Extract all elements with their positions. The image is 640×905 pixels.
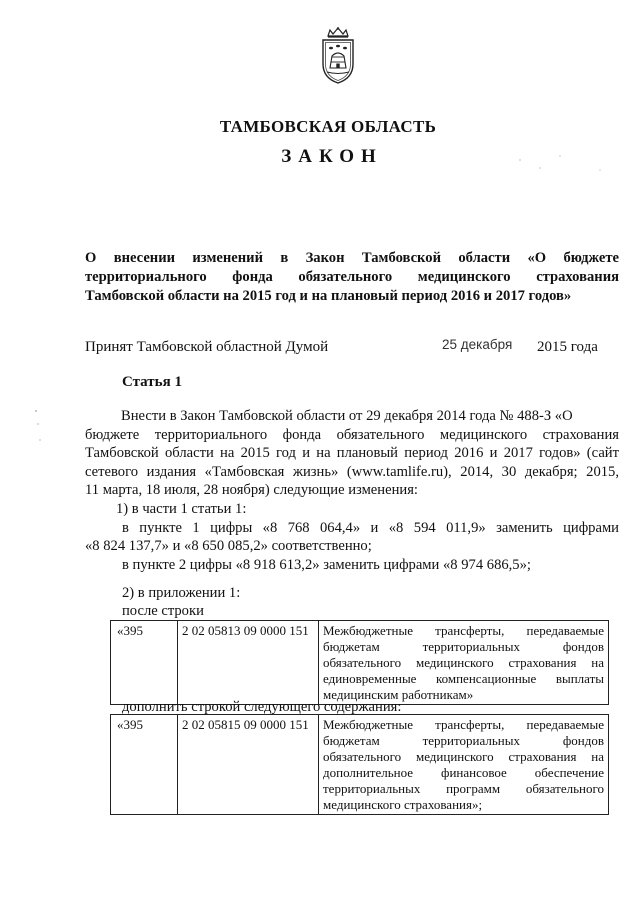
table-row bbox=[111, 715, 609, 815]
law-title-line: территориального фонда обязательного медицинского страхования bbox=[85, 269, 619, 285]
body-line: Внести в Закон Тамбовской области от 29 декабря 2014 года № 488-З «О bbox=[121, 408, 573, 424]
after-row-text: после строки bbox=[122, 603, 204, 619]
body-line: Тамбовской области на 2015 год и на плановый период 2016 и 2017 годов» (сайт bbox=[85, 445, 619, 462]
article-body bbox=[85, 407, 619, 574]
coat-of-arms-icon bbox=[316, 26, 360, 86]
item1-label: 1) в части 1 статьи 1: bbox=[116, 500, 247, 517]
law-title-line: Тамбовской области на 2015 год и на плановый период 2016 и 2017 годов» bbox=[85, 288, 572, 304]
article-heading: Статья 1 bbox=[122, 374, 182, 390]
item1-point2: в пункте 2 цифры «8 918 613,2» заменить цифрами «8 974 686,5»; bbox=[122, 556, 531, 573]
item1-point1: в пункте 1 цифры «8 768 064,4» и «8 594 011,9» заменить цифрами bbox=[122, 519, 619, 536]
revenue-name-cell: Межбюджетные трансферты, передаваемые бюджетам территориальных фондов обязательного медицинского страхования на единовременные компенсационные выплаты медицинским работникам» bbox=[319, 621, 609, 705]
budget-table-new-row bbox=[110, 714, 609, 815]
table-row bbox=[111, 621, 609, 705]
region-title: ТАМБОВСКАЯ ОБЛАСТЬ bbox=[219, 117, 437, 136]
body-line: сетевого издания «Тамбовская жизнь» (www.tamlife.ru), 2014, 30 декабря; 2015, bbox=[85, 463, 619, 480]
admin-code-cell: «395 bbox=[111, 621, 178, 705]
revenue-name-cell: Межбюджетные трансферты, передаваемые бюджетам территориальных фондов обязательного медицинского страхования на дополнительное финансовое обеспечение территориальных программ обязательного медицинского страхования»; bbox=[319, 715, 609, 815]
kbk-cell: 2 02 05813 09 0000 151 bbox=[178, 621, 319, 705]
adoption-date: 25 декабря bbox=[442, 337, 513, 352]
item2-label: 2) в приложении 1: bbox=[122, 585, 241, 601]
item1-point1-cont: «8 824 137,7» и «8 650 085,2» соответственно; bbox=[85, 538, 372, 555]
law-title-line: О внесении изменений в Закон Тамбовской области «О бюджете bbox=[85, 250, 619, 266]
adoption-year: 2015 года bbox=[537, 339, 598, 355]
body-line: 11 марта, 18 июля, 28 ноября) следующие изменения: bbox=[85, 482, 418, 499]
admin-code-cell: «395 bbox=[111, 715, 178, 815]
budget-table-existing-row bbox=[110, 620, 609, 705]
document-type: ЗАКОН bbox=[281, 146, 383, 167]
kbk-cell: 2 02 05815 09 0000 151 bbox=[178, 715, 319, 815]
body-line: бюджете территориального фонда обязательного медицинского страхования bbox=[85, 426, 619, 443]
adopted-by: Принят Тамбовской областной Думой bbox=[85, 339, 329, 355]
add-row-text: дополнить строкой следующего содержания: bbox=[122, 699, 402, 715]
law-title bbox=[85, 249, 619, 306]
